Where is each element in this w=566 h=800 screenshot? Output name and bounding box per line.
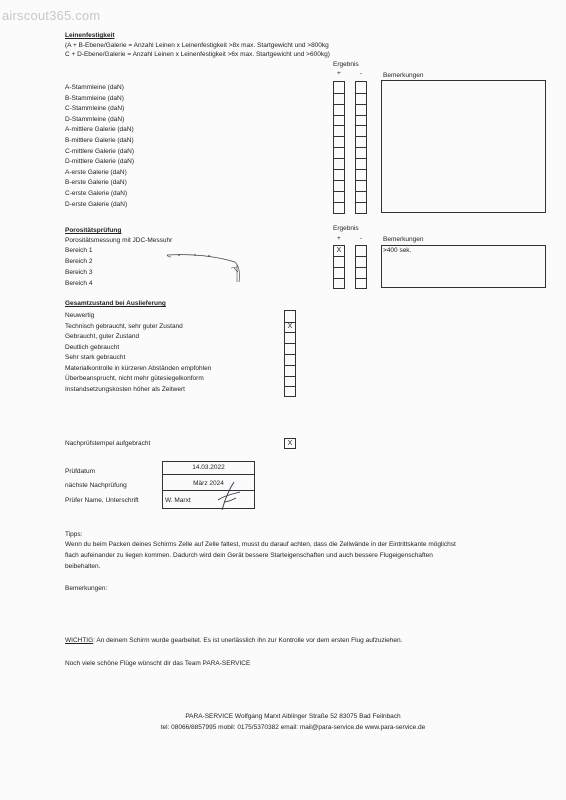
check-cell[interactable] [285,354,295,355]
check-cell[interactable] [285,332,295,333]
condition-check-column[interactable] [284,310,296,397]
footer-line-2: tel: 08066/8857995 mobil: 0175/5370382 email: mail@para-service.de www.para-service.de [160,724,426,731]
signature [214,480,242,512]
check-cell[interactable] [356,104,366,105]
porosity-area-label: Bereich 3 [65,269,93,276]
porosity-ergebnis-header: Ergebnis [333,225,359,232]
check-cell[interactable] [334,93,344,94]
lines-item-label: C-erste Galerie (daN) [65,190,128,197]
stamp-mark: X [287,440,293,447]
check-cell[interactable] [356,256,366,257]
check-cell[interactable] [334,180,344,181]
condition-section-title: Gesamtzustand bei Auslieferung [65,300,166,307]
tips-line-2: flach aufeinander zu liegen kommen. Dadurch wird dein Gerät bessere Starteigenschaften und auch bessere Flugeigenschaften [65,552,433,559]
condition-item-label: Neuwertig [65,312,95,319]
check-cell[interactable] [356,278,366,279]
porosity-remark-text: >400 sek. [383,247,412,254]
remarks-label: Bemerkungen: [65,585,108,592]
lines-item-label: A-Stammleine (daN) [65,84,124,91]
lines-formula-cd: C + D-Ebene/Galerie = Anzahl Leinen x Leinenfestigkeit >6x max. Startgewicht und >600kg) [65,51,330,58]
porosity-minus-header: - [360,235,363,242]
footer-line-1: PARA-SERVICE Wolfgang Marxt Aiblinger Straße 52 83075 Bad Feilnbach [185,713,401,720]
check-cell[interactable] [356,267,366,268]
check-cell[interactable] [334,278,344,279]
check-cell[interactable] [334,202,344,203]
inspection-date-value[interactable]: 14.03.2022 [192,464,225,471]
porosity-plus-column[interactable] [333,245,345,289]
check-cell[interactable] [334,191,344,192]
check-cell[interactable] [356,115,366,116]
condition-mark: X [287,323,293,330]
check-cell[interactable] [285,376,295,377]
check-cell[interactable] [334,115,344,116]
closing-text: Noch viele schöne Flüge wünscht dir das Team PARA-SERVICE [65,660,251,667]
lines-item-label: B-Stammleine (daN) [65,94,124,102]
check-cell[interactable] [285,365,295,366]
lines-section-title: Leinenfestigkeit [65,32,115,39]
lines-formula-ab: (A + B-Ebene/Galerie = Anzahl Leinen x Leinenfestigkeit >8x max. Startgewicht und >800kg [65,42,329,49]
porosity-remarks-box[interactable] [381,245,546,288]
porosity-mark: X [336,247,342,254]
lines-item-label: D-Stammleine (daN) [65,115,125,123]
check-cell[interactable] [285,386,295,387]
warning-label: WICHTIG [65,637,94,644]
condition-item-label: Gebraucht, guter Zustand [65,333,140,340]
stamp-checkbox[interactable] [284,438,296,449]
check-cell[interactable] [356,93,366,94]
check-cell[interactable] [334,267,344,268]
porosity-area-label: Bereich 1 [65,247,93,254]
check-cell[interactable] [334,125,344,126]
tips-line-3: beibehalten. [65,563,101,570]
porosity-remarks-header: Bemerkungen [383,236,424,243]
check-cell[interactable] [285,343,295,344]
lines-item-label: A-mittlere Galerie (daN) [65,126,134,134]
inspection-next-value[interactable]: März 2024 [193,480,224,487]
porosity-area-label: Bereich 4 [65,280,93,287]
warning-line [65,637,402,645]
porosity-section-title: Porositätsprüfung [65,227,122,234]
condition-item-label: Überbeansprucht, nicht mehr gütesiegelkonform [65,375,204,382]
lines-item-label: A-erste Galerie (daN) [65,168,127,176]
check-cell[interactable] [334,169,344,170]
check-cell[interactable] [356,180,366,181]
condition-item-label: Materialkontrolle in kürzeren Abständen empfohlen [65,364,212,372]
lines-plus-header: + [337,70,341,77]
condition-item-label: Deutlich gebraucht [65,343,120,351]
check-cell[interactable] [334,256,344,257]
lines-item-label: D-mittlere Galerie (daN) [65,158,134,166]
lines-minus-header: - [360,70,363,77]
inspection-date-label: Prüfdatum [65,468,95,475]
check-cell[interactable] [356,136,366,137]
inspection-inspector-label: Prüfer Name, Unterschrift [65,497,139,504]
inspection-next-label: nächste Nachprüfung [65,482,127,489]
inspection-divider-1 [163,474,254,475]
lines-item-label: B-erste Galerie (daN) [65,179,127,187]
wing-sketch [165,250,245,286]
lines-item-label: D-erste Galerie (daN) [65,200,128,208]
check-cell[interactable] [334,104,344,105]
porosity-area-label: Bereich 2 [65,258,93,265]
check-cell[interactable] [356,125,366,126]
check-cell[interactable] [334,158,344,159]
check-cell[interactable] [356,147,366,148]
check-cell[interactable] [334,147,344,148]
condition-item-label: Technisch gebraucht, sehr guter Zustand [65,322,183,330]
lines-remarks-box[interactable] [381,80,546,213]
stamp-label: Nachprüfstempel aufgebracht [65,440,151,447]
lines-item-label: C-Stammleine (daN) [65,105,125,113]
check-cell[interactable] [334,136,344,137]
inspection-inspector-value[interactable]: W. Marxt [165,497,191,504]
lines-item-label: B-mittlere Galerie (daN) [65,137,134,144]
condition-item-label: Instandsetzungskosten höher als Zeitwert [65,385,185,393]
warning-text: : An deinem Schirm wurde gearbeitet. Es ist unerlässlich ihn zur Kontrolle vor dem ersten Flug aufzuziehen. [93,637,403,644]
porosity-minus-column[interactable] [355,245,367,289]
check-cell[interactable] [356,191,366,192]
condition-item-label: Sehr stark gebraucht [65,354,126,361]
tips-title: Tipps: [65,531,83,538]
tips-line-1: Wenn du beim Packen deines Schirms Zelle auf Zelle faltest, musst du darauf achten, dass die Zellwände in der Eintrittskante möglichst [65,541,456,548]
lines-ergebnis-header: Ergebnis [333,61,359,68]
lines-plus-column[interactable] [333,81,345,214]
check-cell[interactable] [356,202,366,203]
porosity-plus-header: + [337,235,341,242]
lines-minus-column[interactable] [355,81,367,214]
lines-remarks-header: Bemerkungen [383,72,424,79]
porosity-subtitle: Porositätsmessung mit JDC-Messuhr [65,237,173,244]
lines-item-label: C-mittlere Galerie (daN) [65,147,134,155]
check-cell[interactable] [356,158,366,159]
watermark: airscout365.com [2,8,101,23]
check-cell[interactable] [356,169,366,170]
